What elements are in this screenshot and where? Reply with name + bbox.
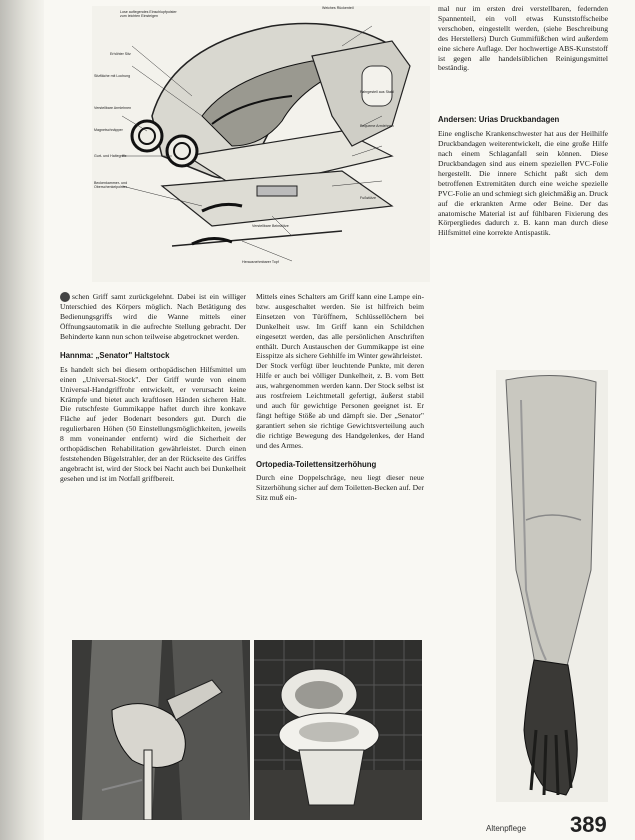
callout: Fußstütze (360, 196, 376, 200)
callout: Weiches Rückenteil (322, 6, 354, 10)
callout: Fahrgestell aus Stahl (360, 90, 394, 94)
callout: Verstellbare Armlehnen (94, 106, 132, 110)
column-3 (438, 4, 608, 238)
column-1 (60, 292, 246, 484)
col2-paragraph: Mittels eines Schalters am Griff kann eine Lampe ein- bzw. ausgeschaltet werden. Sie ist hilfreich beim Einsetzen von Türöffnern, Schlüssellöchern bei Dunkelheit usw. Im Griff kann ein Schildchen eingesetzt werden, das alle persönlichen Anschriften enthält. Durch Austauschen der Gummikappe ist eine Eisspitze als sichere Gehhilfe im Winter gewährleistet. (256, 292, 424, 361)
col1-paragraph: Es handelt sich bei diesem orthopädischen Hilfsmittel um einen „Universal-Stock". Der Griff wurde von einem Universal-Handgriffrohr entwickelt, er verursacht keine Krämpfe und bietet auch kraftlosen Händen sicheren Halt. Die rutschfeste Gummikappe haftet durch ihre konkave Fläche auf jeder Bodenart besonders gut. Durch die regulierbaren Höhen (50 Einstellungsmöglichkeiten, jeweils 8 mm voneinander entfernt) wird die Sicherheit der orthopädischen Rehabilitation gewährleistet. Durch einen feststehenden Bügelstrahler, der an der Rückseite des Griffes angebracht ist, wird der Stock bei Nacht auch bei Dunkelheit gesehen und ist im Notfall griffbereit. (60, 364, 246, 483)
callout: Magnetschnäpper (94, 128, 123, 132)
callout: Bequeme Armlehnen (360, 124, 394, 128)
callout: Lose auflegendes Einschlupfpolster zum leichten Einsteigen (120, 10, 177, 19)
toilet-seat-riser-photo (254, 640, 422, 820)
section-heading: Ortopedia-Toilettensitzerhöhung (256, 459, 377, 469)
col1-paragraph: schen Griff samt zurückgelehnt. Dabei ist ein williger Unterschied des Körpers möglich. Nach Betätigung des Bedienungsgriffs wird die Wanne mittels einer Öffnungsautomatik in die aufrechte Stellung gebracht. Der Behinderte kann nun schon teilweise abgetrocknet werden. (60, 292, 246, 341)
column-2 (256, 292, 424, 503)
binding-shadow (0, 0, 44, 840)
cane-handle-photo (72, 640, 250, 820)
page-number: 389 (570, 812, 607, 837)
callout: Herausnehmbarer Topf (242, 260, 279, 264)
callout: Sitzfläche mit Lochung (94, 74, 131, 78)
col3-paragraph: Eine englische Krankenschwester hat aus der Heilhilfe Druckbandagen weiterentwickelt, die eine große Hilfe nach einem Schlaganfall sein können. Diese Druckbandagen sind aus einem speziellen PVC-Folie hergestellt. Die innere Schicht paßt sich dem betroffenen Extremitäten durch eine weiche spezielle PVC-Folie an und schmiegt sich gleichmäßig an. Druck auf die erkrankten Arme oder Beine. Der das anatomische Material ist auf fühlbaren Fixierung des Körpergliedes dadurch z. B. kann man durch diese Hilfsmittel eine korrekte Antispastik. (438, 129, 608, 238)
section-heading: Andersen: Urias Druckbandagen (438, 115, 560, 125)
callout: Erhöhter Sitz (110, 52, 131, 56)
col3-paragraph: mal nur im ersten drei verstellbaren, federnden Spannenteil, ein voll etwas Kunststoffscheibe verschoben, eingestellt werden, (siehe Beschreibung des Herstellers) Durch Gummifüßchen wird außerdem eine sichere Auflage. Der hochwertige ABS-Kunststoff ist gegen alle handelsüblichen Reinigungsmittel beständig. (438, 4, 608, 73)
pressure-bandage-photo (496, 370, 608, 802)
section-heading: Hannma: „Senator" Haltstock (60, 350, 170, 360)
commode-chair-diagram (92, 6, 430, 282)
col2-paragraph: Durch eine Doppelschräge, neu liegt dieser neue Sitzerhöhung sicher auf dem Toiletten-Becken auf. Der Sitz muß ein- (256, 473, 424, 503)
callout: Verstellbare Beinstütze (252, 224, 289, 228)
chair-illustration (92, 6, 430, 282)
callout: Gurt- und Haltegriffe (94, 154, 127, 158)
col2-paragraph: Der Stock verfügt über leuchtende Punkte, mit deren Hilfe er auch bei völliger Dunkelheit, z. B. vom Bett aus, wahrgenommen werden kann. Der Stock selbst ist aus rostfreiem Leichtmetall gefertigt, äußerst stabil und auch für gewichtige Personen geeignet ist. Er fängt heftige Stöße ab und dämpft sie. Der „Senator" garantiert sehen sie richtige Gewichtsverteilung auch die richtige Bewegung des Handgelenkes, der Hand und des Armes. (256, 361, 424, 450)
callout: Beckenkammer- und Oberschenkelpolster (94, 181, 128, 190)
footer-label: Altenpflege (486, 824, 527, 833)
paragraph-marker-icon (60, 292, 70, 302)
